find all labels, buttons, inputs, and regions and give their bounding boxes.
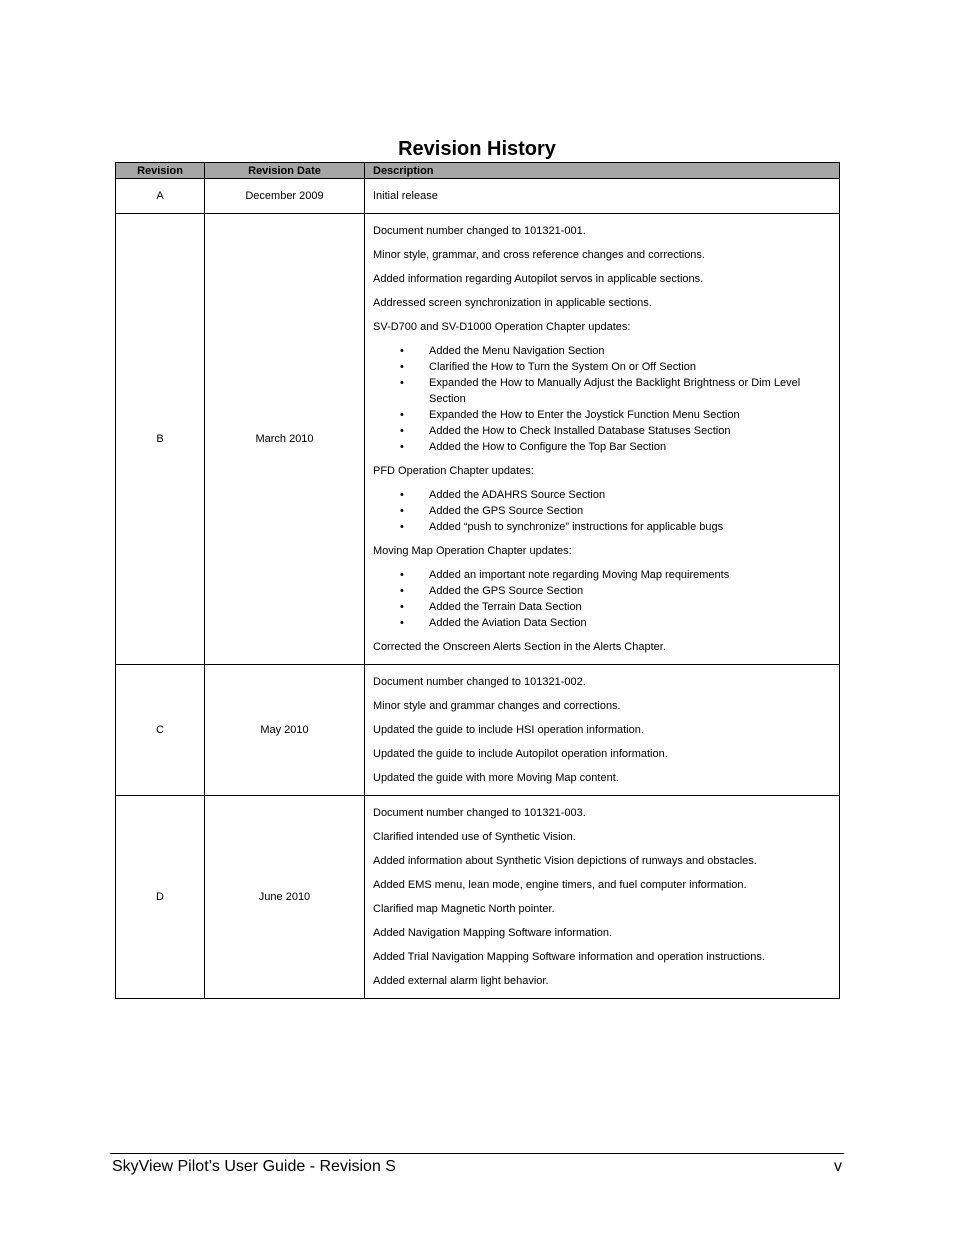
list-item: • Added the How to Check Installed Database Statuses Section [373,423,831,439]
footer-document-title: SkyView Pilot’s User Guide - Revision S [112,1158,396,1175]
list-item: • Added an important note regarding Moving Map requirements [373,567,831,583]
description-paragraph: Clarified intended use of Synthetic Vision. [373,831,576,843]
revision-date-cell: March 2010 [205,214,365,665]
description-paragraph: Clarified map Magnetic North pointer. [373,903,555,915]
table-row [116,214,840,665]
description-paragraph: Document number changed to 101321-002. [373,676,586,688]
revision-history-table [115,162,840,999]
header-revision: Revision [116,163,205,179]
description-paragraph: Updated the guide with more Moving Map content. [373,772,619,784]
header-description: Description [365,163,840,179]
footer-page-number: v [834,1158,842,1175]
table-body [116,179,840,999]
description-paragraph: Document number changed to 101321-001. [373,225,586,237]
revision-cell: D [116,796,205,999]
table-row [116,179,840,214]
list-item: • Added the How to Configure the Top Bar Section [373,439,831,455]
footer-divider [110,1153,844,1154]
description-paragraph: Initial release [373,190,438,202]
description-paragraph: Addressed screen synchronization in applicable sections. [373,297,652,309]
list-item: • Expanded the How to Manually Adjust the Backlight Brightness or Dim Level Section [373,375,831,407]
description-paragraph: PFD Operation Chapter updates: [373,465,534,477]
description-paragraph: Added Trial Navigation Mapping Software information and operation instructions. [373,951,765,963]
list-item: • Added the Menu Navigation Section [373,343,831,359]
description-paragraph: Added information regarding Autopilot servos in applicable sections. [373,273,704,285]
revision-date-cell: December 2009 [205,179,365,214]
list-item: • Added the Terrain Data Section [373,599,831,615]
table-row [116,796,840,999]
list-item: • Added “push to synchronize” instructions for applicable bugs [373,519,831,535]
description-cell [365,179,840,214]
description-paragraph: Added external alarm light behavior. [373,975,549,987]
description-paragraph: Document number changed to 101321-003. [373,807,586,819]
header-revision-date: Revision Date [205,163,365,179]
revision-date-cell: June 2010 [205,796,365,999]
revision-cell: C [116,665,205,796]
table-header-row [116,163,840,179]
revision-cell: B [116,214,205,665]
list-item: • Added the Aviation Data Section [373,615,831,631]
description-paragraph: Minor style and grammar changes and corrections. [373,700,621,712]
description-paragraph: Moving Map Operation Chapter updates: [373,545,572,557]
description-bullet-list [373,567,831,631]
description-cell [365,796,840,999]
description-cell [365,665,840,796]
description-paragraph: Added Navigation Mapping Software information. [373,927,613,939]
description-paragraph: Corrected the Onscreen Alerts Section in the Alerts Chapter. [373,641,666,653]
list-item: • Clarified the How to Turn the System On or Off Section [373,359,831,375]
list-item: • Added the GPS Source Section [373,583,831,599]
revision-date-cell: May 2010 [205,665,365,796]
description-cell [365,214,840,665]
page-title: Revision History [398,138,556,160]
description-paragraph: Minor style, grammar, and cross reference changes and corrections. [373,249,705,261]
description-paragraph: Added EMS menu, lean mode, engine timers, and fuel computer information. [373,879,747,891]
description-paragraph: Updated the guide to include HSI operation information. [373,724,644,736]
list-item: • Expanded the How to Enter the Joystick Function Menu Section [373,407,831,423]
description-bullet-list [373,343,831,455]
list-item: • Added the GPS Source Section [373,503,831,519]
description-bullet-list [373,487,831,535]
description-paragraph: Added information about Synthetic Vision depictions of runways and obstacles. [373,855,757,867]
list-item: • Added the ADAHRS Source Section [373,487,831,503]
description-paragraph: SV-D700 and SV-D1000 Operation Chapter updates: [373,321,631,333]
table-row [116,665,840,796]
description-paragraph: Updated the guide to include Autopilot operation information. [373,748,668,760]
revision-cell: A [116,179,205,214]
